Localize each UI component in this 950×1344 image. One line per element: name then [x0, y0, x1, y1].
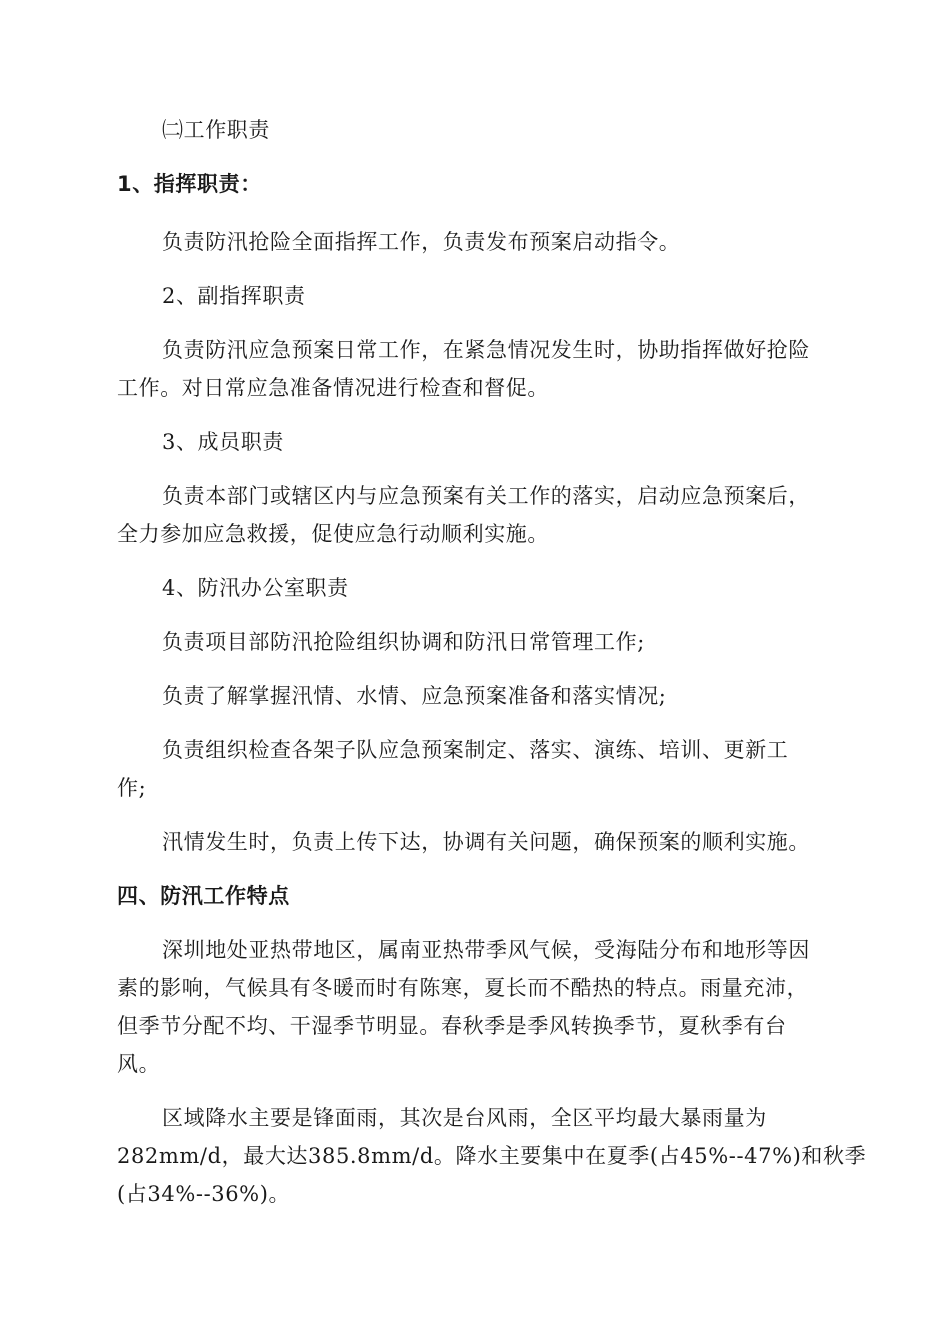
section4-para1-line3: 但季节分配不均、干湿季节明显。春秋季是季风转换季节，夏秋季有台 — [117, 1014, 787, 1038]
item4-duty1: 负责项目部防汛抢险组织协调和防汛日常管理工作; — [162, 630, 645, 654]
section4-para2-line3: (占34%--36%)。 — [117, 1182, 291, 1206]
item2-body-line1: 负责防汛应急预案日常工作，在紧急情况发生时，协助指挥做好抢险 — [162, 338, 810, 362]
section4-para1-line1: 深圳地处亚热带地区，属南亚热带季风气候，受海陆分布和地形等因 — [162, 938, 810, 962]
section-sub-title: ㈡工作职责 — [162, 118, 270, 142]
item1-body: 负责防汛抢险全面指挥工作，负责发布预案启动指令。 — [162, 230, 681, 254]
item2-heading: 2、副指挥职责 — [162, 284, 306, 308]
item1-heading: 1、指挥职责： — [117, 172, 262, 196]
item4-heading: 4、防汛办公室职责 — [162, 576, 349, 600]
item2-body-line2: 工作。对日常应急准备情况进行检查和督促。 — [117, 376, 549, 400]
item3-body-line1: 负责本部门或辖区内与应急预案有关工作的落实，启动应急预案后， — [162, 484, 810, 508]
item3-body-line2: 全力参加应急救援，促使应急行动顺利实施。 — [117, 522, 549, 546]
section4-heading: 四、防汛工作特点 — [117, 884, 290, 908]
section4-para2-line2: 282mm/d，最大达385.8mm/d。降水主要集中在夏季(占45%--47%)和秋季 — [117, 1144, 867, 1168]
item3-heading: 3、成员职责 — [162, 430, 284, 454]
section4-para2-line1: 区域降水主要是锋面雨，其次是台风雨，全区平均最大暴雨量为 — [162, 1106, 767, 1130]
item4-duty3-line2: 作; — [117, 776, 147, 800]
item4-duty4: 汛情发生时，负责上传下达，协调有关问题，确保预案的顺利实施。 — [162, 830, 810, 854]
item4-duty3-line1: 负责组织检查各架子队应急预案制定、落实、演练、培训、更新工 — [162, 738, 789, 762]
item4-duty2: 负责了解掌握汛情、水情、应急预案准备和落实情况; — [162, 684, 667, 708]
section4-para1-line4: 风。 — [117, 1052, 161, 1076]
section4-para1-line2: 素的影响，气候具有冬暖而时有陈寒，夏长而不酷热的特点。雨量充沛， — [117, 976, 809, 1000]
